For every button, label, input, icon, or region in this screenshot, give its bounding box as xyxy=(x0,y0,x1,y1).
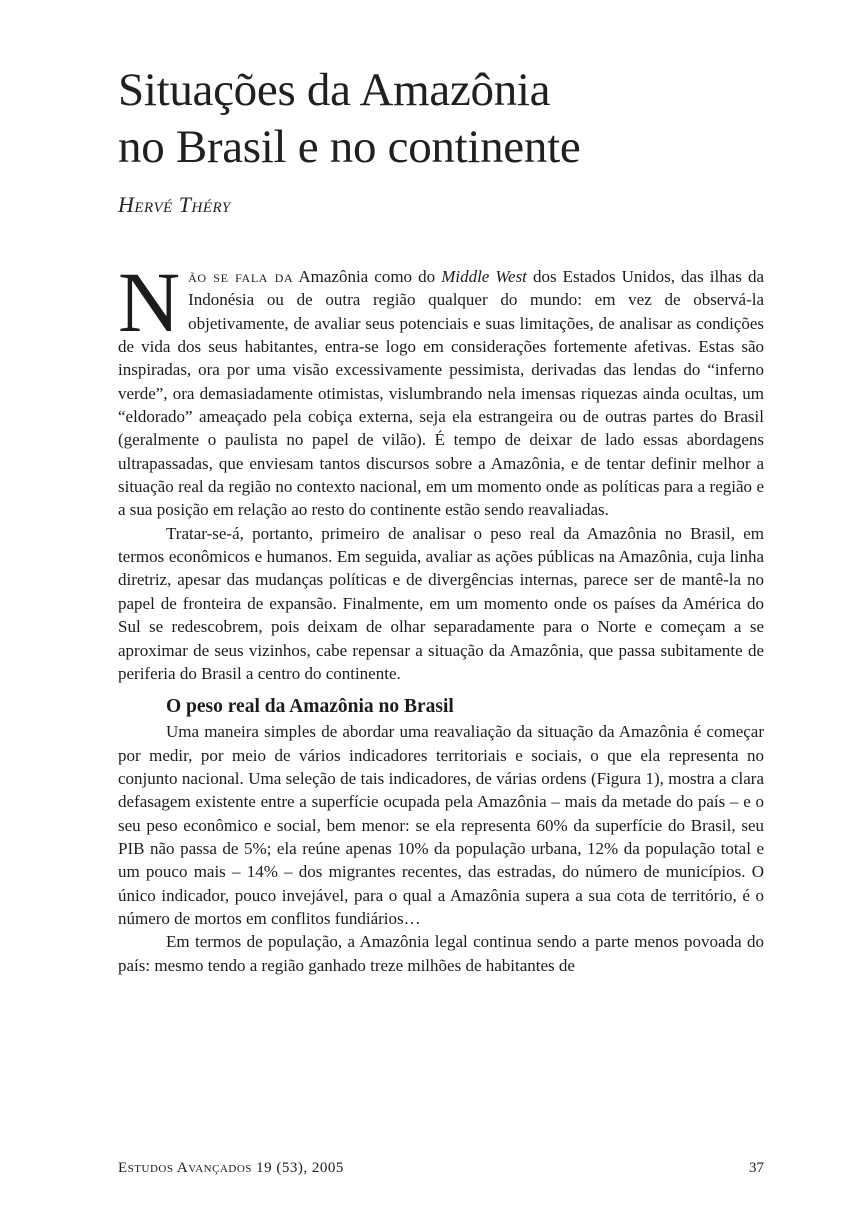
drop-cap: N xyxy=(118,254,181,350)
intro-paragraph xyxy=(118,254,765,522)
journal-citation: Estudos Avançados 19 (53), 2005 xyxy=(118,1160,344,1176)
author-name: Hervé Théry xyxy=(118,192,231,217)
title-line-1: Situações da Amazônia xyxy=(118,64,551,116)
article-body xyxy=(118,254,765,977)
title-line-2: no Brasil e no continente xyxy=(118,121,581,173)
body-paragraph-2: Tratar-se-á, portanto, primeiro de analisar o peso real da Amazônia no Brasil, em termos econômicos e humanos. Em seguida, avaliar as ações públicas na Amazônia, cuja linha diretriz, apesar das mudanças políticas e de divergências internas, parece ser de mantê-la no papel de fronteira de expansão. Finalmente, em um momento onde os países da América do Sul se redescobrem, pois deixam de olhar separadamente para o Norte e começam a se aproximar de seus vizinhos, cabe repensar a situação da Amazônia, que passa subitamente de periferia do Brasil a centro do continente. xyxy=(118,523,764,683)
body-paragraph-3: Uma maneira simples de abordar uma reavaliação da situação da Amazônia é começar por medir, por meio de vários indicadores territoriais e sociais, o que ela representa no conjunto nacional. Uma seleção de tais indicadores, de várias ordens (Figura 1), mostra a clara defasagem existente entre a superfície ocupada pela Amazônia – mais da metade do país – e o seu peso econômico e social, bem menor: se ela representa 60% da superfície do Brasil, seu PIB não passa de 5%; ela reúne apenas 10% da população urbana, 12% da população total e um pouco mais – 14% – dos migrantes recentes, das estradas, do número de municípios. O único indicador, pouco invejável, para o qual a Amazônia supera a sua cota de território, é o número de mortos em conflitos fundiários… xyxy=(118,722,764,928)
intro-text-b: dos Estados Unidos, das ilhas da Indonésia ou de outra região qualquer do mundo: em vez de observá-la objetivamente, de avaliar seus potenciais e suas limitações, de analisar as condições de vida dos seus habitantes, entra-se logo em considerações fortemente afetivas. Estas são inspiradas, ora por uma visão excessivamente pessimista, derivadas das lendas do “inferno verde”, ora demasiadamente otimistas, vislumbrando nela imensas riquezas ainda ocultas, um “eldorado” ameaçado pela cobiça externa, seja ela estrangeira ou de outras partes do Brasil (geralmente o paulista no papel de vilão). É tempo de deixar de lado essas abordagens ultrapassadas, que enviesam tantos discursos sobre a Amazônia, e de tentar definir melhor a situação real da região no contexto nacional, em um momento onde as políticas para a região e a sua posição em relação ao resto do continente estão sendo reavaliadas. xyxy=(118,267,765,520)
section-heading: O peso real da Amazônia no Brasil xyxy=(166,696,454,718)
intro-text-a: Amazônia como do xyxy=(293,267,442,286)
intro-smallcaps-lead: ão se fala da xyxy=(188,267,294,286)
intro-italic-term: Middle West xyxy=(441,267,527,286)
body-paragraph-4: Em termos de população, a Amazônia legal continua sendo a parte menos povoada do país: mesmo tendo a região ganhado treze milhões de habitantes de xyxy=(118,932,764,975)
article-title xyxy=(118,62,764,176)
page-number: 37 xyxy=(749,1160,764,1176)
article-page xyxy=(118,0,764,1229)
